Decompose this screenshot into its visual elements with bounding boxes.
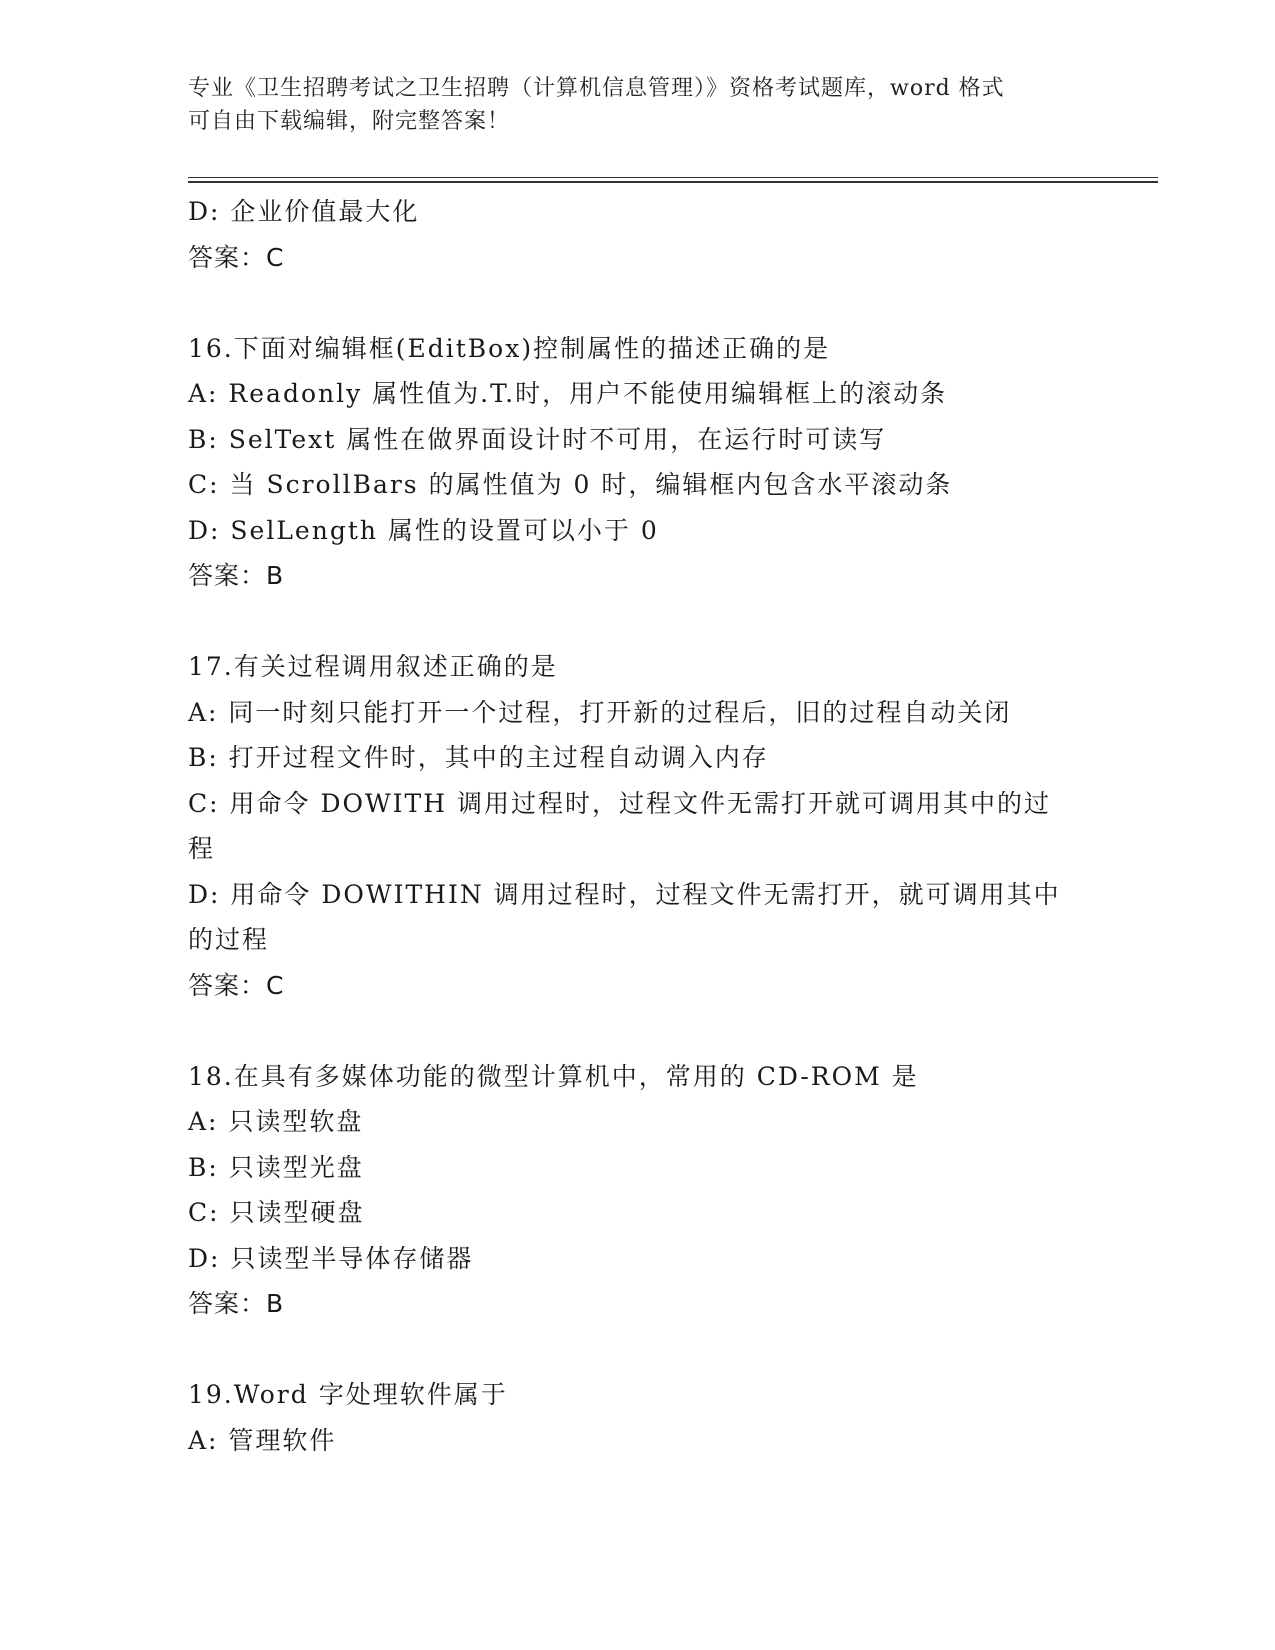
option-d: D: 只读型半导体存储器: [188, 1243, 474, 1273]
option-a: A: 管理软件: [188, 1425, 337, 1455]
option-d: D: SelLength 属性的设置可以小于 0: [188, 515, 659, 545]
question-text: 16.下面对编辑框(EditBox)控制属性的描述正确的是: [188, 333, 831, 363]
option-b: B: 打开过程文件时，其中的主过程自动调入内存: [188, 743, 769, 772]
question-block-16: [188, 326, 1088, 599]
spacer: [188, 599, 1088, 645]
question-block-17: [188, 644, 1088, 1008]
answer-line: 答案：B: [188, 561, 285, 590]
page-header: [188, 72, 1088, 138]
answer-line: 答案：C: [188, 242, 285, 272]
document-body: [188, 189, 1088, 1463]
spacer: [188, 1327, 1088, 1373]
question-block-19: [188, 1372, 1088, 1463]
option-b: B: 只读型光盘: [188, 1152, 364, 1182]
option-c: C: 当 ScrollBars 的属性值为 0 时，编辑框内包含水平滚动条: [188, 470, 953, 499]
header-divider: [188, 177, 1158, 183]
question-block-15: [188, 189, 1088, 280]
spacer: [188, 1008, 1088, 1054]
option-a: A: 同一时刻只能打开一个过程，打开新的过程后，旧的过程自动关闭: [188, 697, 1012, 727]
header-line-2: 可自由下载编辑，附完整答案！: [188, 109, 511, 134]
question-text: 19.Word 字处理软件属于: [188, 1380, 508, 1409]
option-c: C: 只读型硬盘: [188, 1198, 365, 1227]
option-c-line-1: C: 用命令 DOWITH 调用过程时，过程文件无需打开就可调用其中的过: [188, 788, 1051, 818]
option-d-line-2: 的过程: [188, 925, 270, 954]
option-c-line-2: 程: [188, 834, 216, 863]
option-a: A: 只读型软盘: [188, 1107, 364, 1136]
option-d: D: 企业价值最大化: [188, 197, 420, 226]
question-block-18: [188, 1054, 1088, 1327]
answer-line: 答案：B: [188, 1289, 285, 1318]
answer-line: 答案：C: [188, 970, 285, 1000]
question-text: 18.在具有多媒体功能的微型计算机中，常用的 CD-ROM 是: [188, 1061, 919, 1091]
spacer: [188, 280, 1088, 326]
option-d-line-1: D: 用命令 DOWITHIN 调用过程时，过程文件无需打开，就可调用其中: [188, 879, 1061, 909]
option-a: A: Readonly 属性值为.T.时，用户不能使用编辑框上的滚动条: [188, 379, 948, 408]
header-line-1: 专业《卫生招聘考试之卫生招聘（计算机信息管理）》资格考试题库，word 格式: [188, 76, 1005, 101]
question-text: 17.有关过程调用叙述正确的是: [188, 652, 558, 681]
option-b: B: SelText 属性在做界面设计时不可用，在运行时可读写: [188, 424, 887, 454]
